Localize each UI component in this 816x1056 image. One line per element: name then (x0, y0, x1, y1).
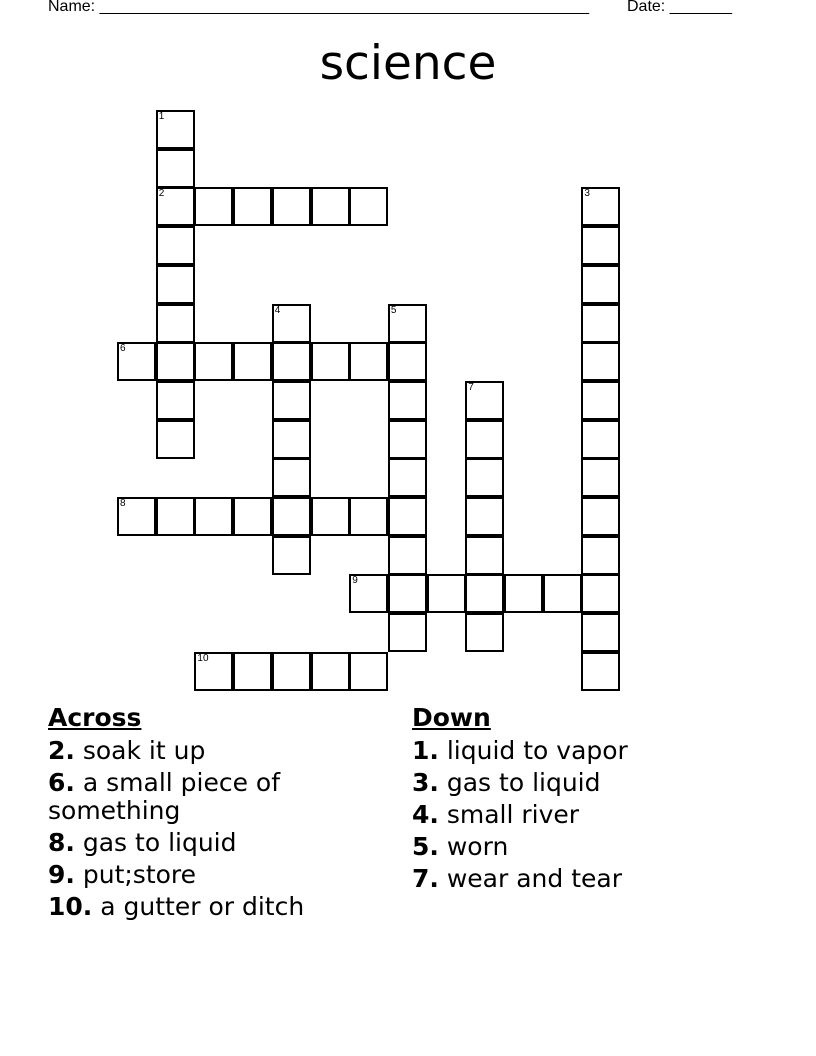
crossword-cell[interactable] (156, 110, 195, 149)
crossword-cell[interactable] (272, 381, 311, 420)
crossword-cell[interactable] (581, 497, 620, 536)
crossword-cell[interactable] (581, 265, 620, 304)
down-clue (412, 865, 742, 893)
clue-number: 7. (412, 864, 439, 893)
clue-text: small river (446, 800, 580, 829)
clue-number-label: 2 (158, 188, 165, 200)
crossword-cell[interactable] (388, 574, 427, 613)
crossword-cell[interactable] (465, 381, 504, 420)
crossword-cell[interactable] (156, 265, 195, 304)
date-field[interactable]: Date: _______ (627, 0, 732, 15)
across-clue (48, 893, 378, 921)
clue-number: 2. (48, 736, 75, 765)
across-clue (48, 769, 378, 825)
clue-text: liquid to vapor (446, 736, 628, 765)
clue-number-label: 1 (158, 111, 165, 122)
crossword-cell[interactable] (156, 420, 195, 459)
crossword-cell[interactable] (388, 613, 427, 652)
clue-number: 9. (48, 860, 75, 889)
clue-number: 8. (48, 828, 75, 857)
down-clue (412, 769, 742, 797)
across-clue (48, 737, 378, 765)
clue-number-label: 8 (120, 498, 126, 509)
clue-number-label: 7 (468, 381, 474, 393)
crossword-cell[interactable] (156, 187, 195, 226)
down-clue (412, 833, 742, 861)
crossword-cell[interactable] (349, 342, 388, 381)
crossword-cell[interactable] (311, 187, 350, 226)
crossword-cell[interactable] (117, 342, 156, 381)
crossword-cell[interactable] (194, 342, 233, 381)
crossword-cell[interactable] (581, 458, 620, 497)
crossword-cell[interactable] (543, 574, 582, 613)
crossword-cell[interactable] (272, 536, 311, 575)
clue-text: wear and tear (446, 864, 622, 893)
clue-number: 5. (412, 832, 439, 861)
crossword-cell[interactable] (311, 497, 350, 536)
crossword-cell[interactable] (156, 381, 195, 420)
clue-number-label: 9 (352, 575, 358, 587)
crossword-cell[interactable] (465, 613, 504, 652)
crossword-cell[interactable] (156, 497, 195, 536)
crossword-cell[interactable] (388, 381, 427, 420)
crossword-cell[interactable] (233, 342, 272, 381)
clue-number-label: 10 (197, 652, 209, 664)
crossword-cell[interactable] (272, 458, 311, 497)
crossword-cell[interactable] (581, 304, 620, 343)
crossword-cell[interactable] (388, 458, 427, 497)
crossword-cell[interactable] (272, 497, 311, 536)
crossword-cell[interactable] (349, 497, 388, 536)
crossword-cell[interactable] (233, 497, 272, 536)
crossword-cell[interactable] (233, 652, 272, 691)
clue-number: 3. (412, 768, 439, 797)
crossword-cell[interactable] (465, 458, 504, 497)
across-heading: Across (48, 703, 142, 732)
crossword-cell[interactable] (194, 187, 233, 226)
crossword-cell[interactable] (194, 497, 233, 536)
crossword-cell[interactable] (272, 342, 311, 381)
crossword-cell[interactable] (465, 574, 504, 613)
crossword-cell[interactable] (581, 420, 620, 459)
crossword-cell[interactable] (581, 342, 620, 381)
crossword-cell[interactable] (465, 420, 504, 459)
across-clues (48, 701, 378, 925)
crossword-cell[interactable] (504, 574, 543, 613)
crossword-cell[interactable] (156, 304, 195, 343)
clue-number-label: 5 (390, 304, 397, 316)
down-clue (412, 801, 742, 829)
crossword-cell[interactable] (272, 420, 311, 459)
crossword-cell[interactable] (156, 342, 195, 381)
clue-number: 1. (412, 736, 439, 765)
down-clues (412, 701, 742, 897)
crossword-cell[interactable] (156, 226, 195, 265)
across-clue (48, 829, 378, 857)
crossword-cell[interactable] (388, 536, 427, 575)
crossword-cell[interactable] (388, 342, 427, 381)
clue-number-label: 6 (120, 343, 126, 355)
crossword-cell[interactable] (581, 652, 620, 691)
crossword-cell[interactable] (581, 381, 620, 420)
crossword-cell[interactable] (427, 574, 466, 613)
clue-text: worn (446, 832, 509, 861)
crossword-cell[interactable] (465, 536, 504, 575)
clue-text: gas to liquid (82, 828, 237, 857)
crossword-cell[interactable] (156, 149, 195, 188)
crossword-cell[interactable] (388, 497, 427, 536)
name-field[interactable]: Name: _______________________________________________________ (48, 0, 589, 15)
crossword-cell[interactable] (311, 652, 350, 691)
crossword-cell[interactable] (194, 652, 233, 691)
crossword-cell[interactable] (581, 574, 620, 613)
clue-text: a small piece of something (48, 768, 281, 825)
crossword-cell[interactable] (465, 497, 504, 536)
crossword-cell[interactable] (581, 187, 620, 226)
clue-text: soak it up (82, 736, 206, 765)
clue-number: 4. (412, 800, 439, 829)
clue-number-label: 4 (274, 304, 281, 316)
crossword-cell[interactable] (311, 342, 350, 381)
clue-number-label: 3 (584, 188, 590, 200)
page-title: science (319, 36, 497, 91)
crossword-cell[interactable] (581, 613, 620, 652)
clue-number: 6. (48, 768, 75, 797)
crossword-cell[interactable] (581, 226, 620, 265)
down-heading: Down (412, 703, 491, 732)
crossword-cell[interactable] (349, 574, 388, 613)
crossword-cell[interactable] (233, 187, 272, 226)
crossword-cell[interactable] (272, 187, 311, 226)
clue-text: gas to liquid (446, 768, 601, 797)
down-clue (412, 737, 742, 765)
crossword-cell[interactable] (349, 652, 388, 691)
crossword-cell[interactable] (581, 536, 620, 575)
crossword-cell[interactable] (349, 187, 388, 226)
clue-text: a gutter or ditch (100, 892, 305, 921)
crossword-cell[interactable] (272, 304, 311, 343)
crossword-cell[interactable] (388, 420, 427, 459)
crossword-cell[interactable] (388, 304, 427, 343)
across-clue (48, 861, 378, 889)
crossword-cell[interactable] (117, 497, 156, 536)
clue-number: 10. (48, 892, 93, 921)
clue-text: put;store (82, 860, 197, 889)
crossword-cell[interactable] (272, 652, 311, 691)
